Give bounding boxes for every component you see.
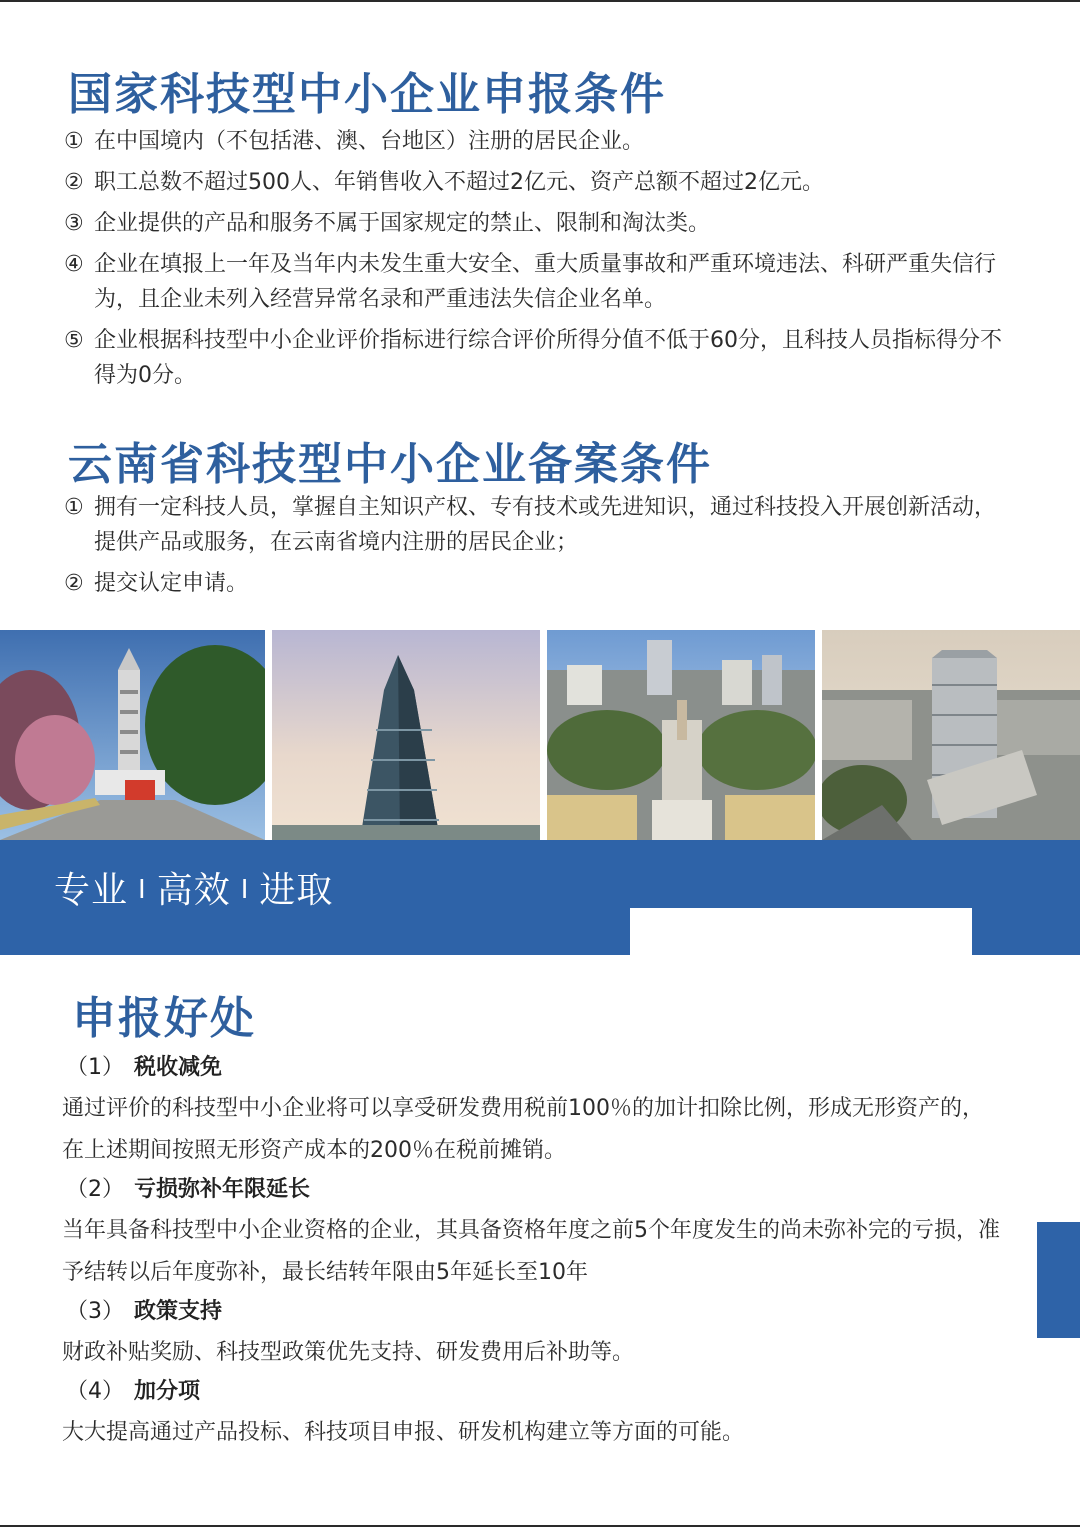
benefits-list bbox=[62, 1052, 1002, 1456]
section2-list bbox=[64, 490, 1014, 607]
list-item bbox=[64, 566, 1014, 601]
list-item bbox=[64, 247, 1014, 317]
item-text: 提交认定申请。 bbox=[94, 571, 249, 596]
slogan-word: 高效 bbox=[156, 870, 231, 911]
item-text: 企业提供的产品和服务不属于国家规定的禁止、限制和淘汰类。 bbox=[94, 211, 711, 236]
item-number: ⑤ bbox=[64, 328, 84, 353]
benefit-heading-text: 政策支持 bbox=[134, 1299, 223, 1324]
photo-strip bbox=[0, 630, 1080, 840]
item-text: 企业根据科技型中小企业评价指标进行综合评价所得分值不低于60分，且科技人员指标得分不得为0分。 bbox=[94, 328, 1002, 388]
section1-list bbox=[64, 124, 1014, 399]
benefit-text: 通过评价的科技型中小企业将可以享受研发费用税前100％的加计扣除比例，形成无形资产的，在上述期间按照无形资产成本的200％在税前摊销。 bbox=[62, 1096, 984, 1163]
slogan bbox=[54, 862, 333, 913]
benefit-text: 当年具备科技型中小企业资格的企业，其具备资格年度之前5个年度发生的尚未弥补完的亏损，准予结转以后年度弥补，最长结转年限由5年延长至10年 bbox=[62, 1218, 1001, 1285]
slogan-separator: I bbox=[240, 875, 250, 905]
item-number: ③ bbox=[64, 211, 84, 236]
photo-glass-tower bbox=[272, 630, 540, 840]
benefit-heading bbox=[62, 1296, 1002, 1328]
benefit-heading-text: 亏损弥补年限延长 bbox=[134, 1177, 311, 1202]
photo-office-tower bbox=[822, 630, 1080, 840]
benefit-number: （3） bbox=[66, 1299, 124, 1324]
photo-tower-street bbox=[0, 630, 265, 840]
item-number: ② bbox=[64, 170, 84, 195]
slogan-word: 进取 bbox=[259, 870, 334, 911]
list-item bbox=[64, 490, 1014, 560]
photo-city-campus bbox=[547, 630, 815, 840]
item-number: ① bbox=[64, 495, 84, 520]
benefit-heading bbox=[62, 1174, 1002, 1206]
section2-title: 云南省科技型中小企业备案条件 bbox=[68, 439, 712, 490]
side-accent-block bbox=[1037, 1222, 1080, 1338]
list-item bbox=[64, 206, 1014, 241]
benefit-text: 财政补贴奖励、科技型政策优先支持、研发费用后补助等。 bbox=[62, 1340, 635, 1365]
list-item bbox=[64, 124, 1014, 159]
benefit-number: （4） bbox=[66, 1379, 124, 1404]
benefit-heading bbox=[62, 1376, 1002, 1408]
benefits-title: 申报好处 bbox=[72, 993, 256, 1044]
slogan-word: 专业 bbox=[54, 870, 129, 911]
item-number: ④ bbox=[64, 252, 84, 277]
benefit-text: 大大提高通过产品投标、科技项目申报、研发机构建立等方面的可能。 bbox=[62, 1420, 745, 1445]
benefit-heading-text: 税收减免 bbox=[134, 1055, 223, 1080]
section1-title: 国家科技型中小企业申报条件 bbox=[68, 69, 666, 120]
item-text: 拥有一定科技人员，掌握自主知识产权、专有技术或先进知识，通过科技投入开展创新活动，提供产品或服务，在云南省境内注册的居民企业； bbox=[94, 495, 997, 555]
band-notch bbox=[630, 908, 972, 955]
item-number: ② bbox=[64, 571, 84, 596]
benefit-number: （1） bbox=[66, 1055, 124, 1080]
benefit-heading-text: 加分项 bbox=[134, 1379, 201, 1404]
item-number: ① bbox=[64, 129, 84, 154]
list-item bbox=[64, 323, 1014, 393]
item-text: 职工总数不超过500人、年销售收入不超过2亿元、资产总额不超过2亿元。 bbox=[94, 170, 824, 195]
slogan-separator: I bbox=[138, 875, 147, 905]
list-item bbox=[64, 165, 1014, 200]
item-text: 在中国境内（不包括港、澳、台地区）注册的居民企业。 bbox=[94, 129, 645, 154]
benefit-heading bbox=[62, 1052, 1002, 1084]
top-border bbox=[0, 0, 1080, 2]
item-text: 企业在填报上一年及当年内未发生重大安全、重大质量事故和严重环境违法、科研严重失信行为，且企业未列入经营异常名录和严重违法失信企业名单。 bbox=[94, 252, 997, 312]
benefit-number: （2） bbox=[66, 1177, 124, 1202]
